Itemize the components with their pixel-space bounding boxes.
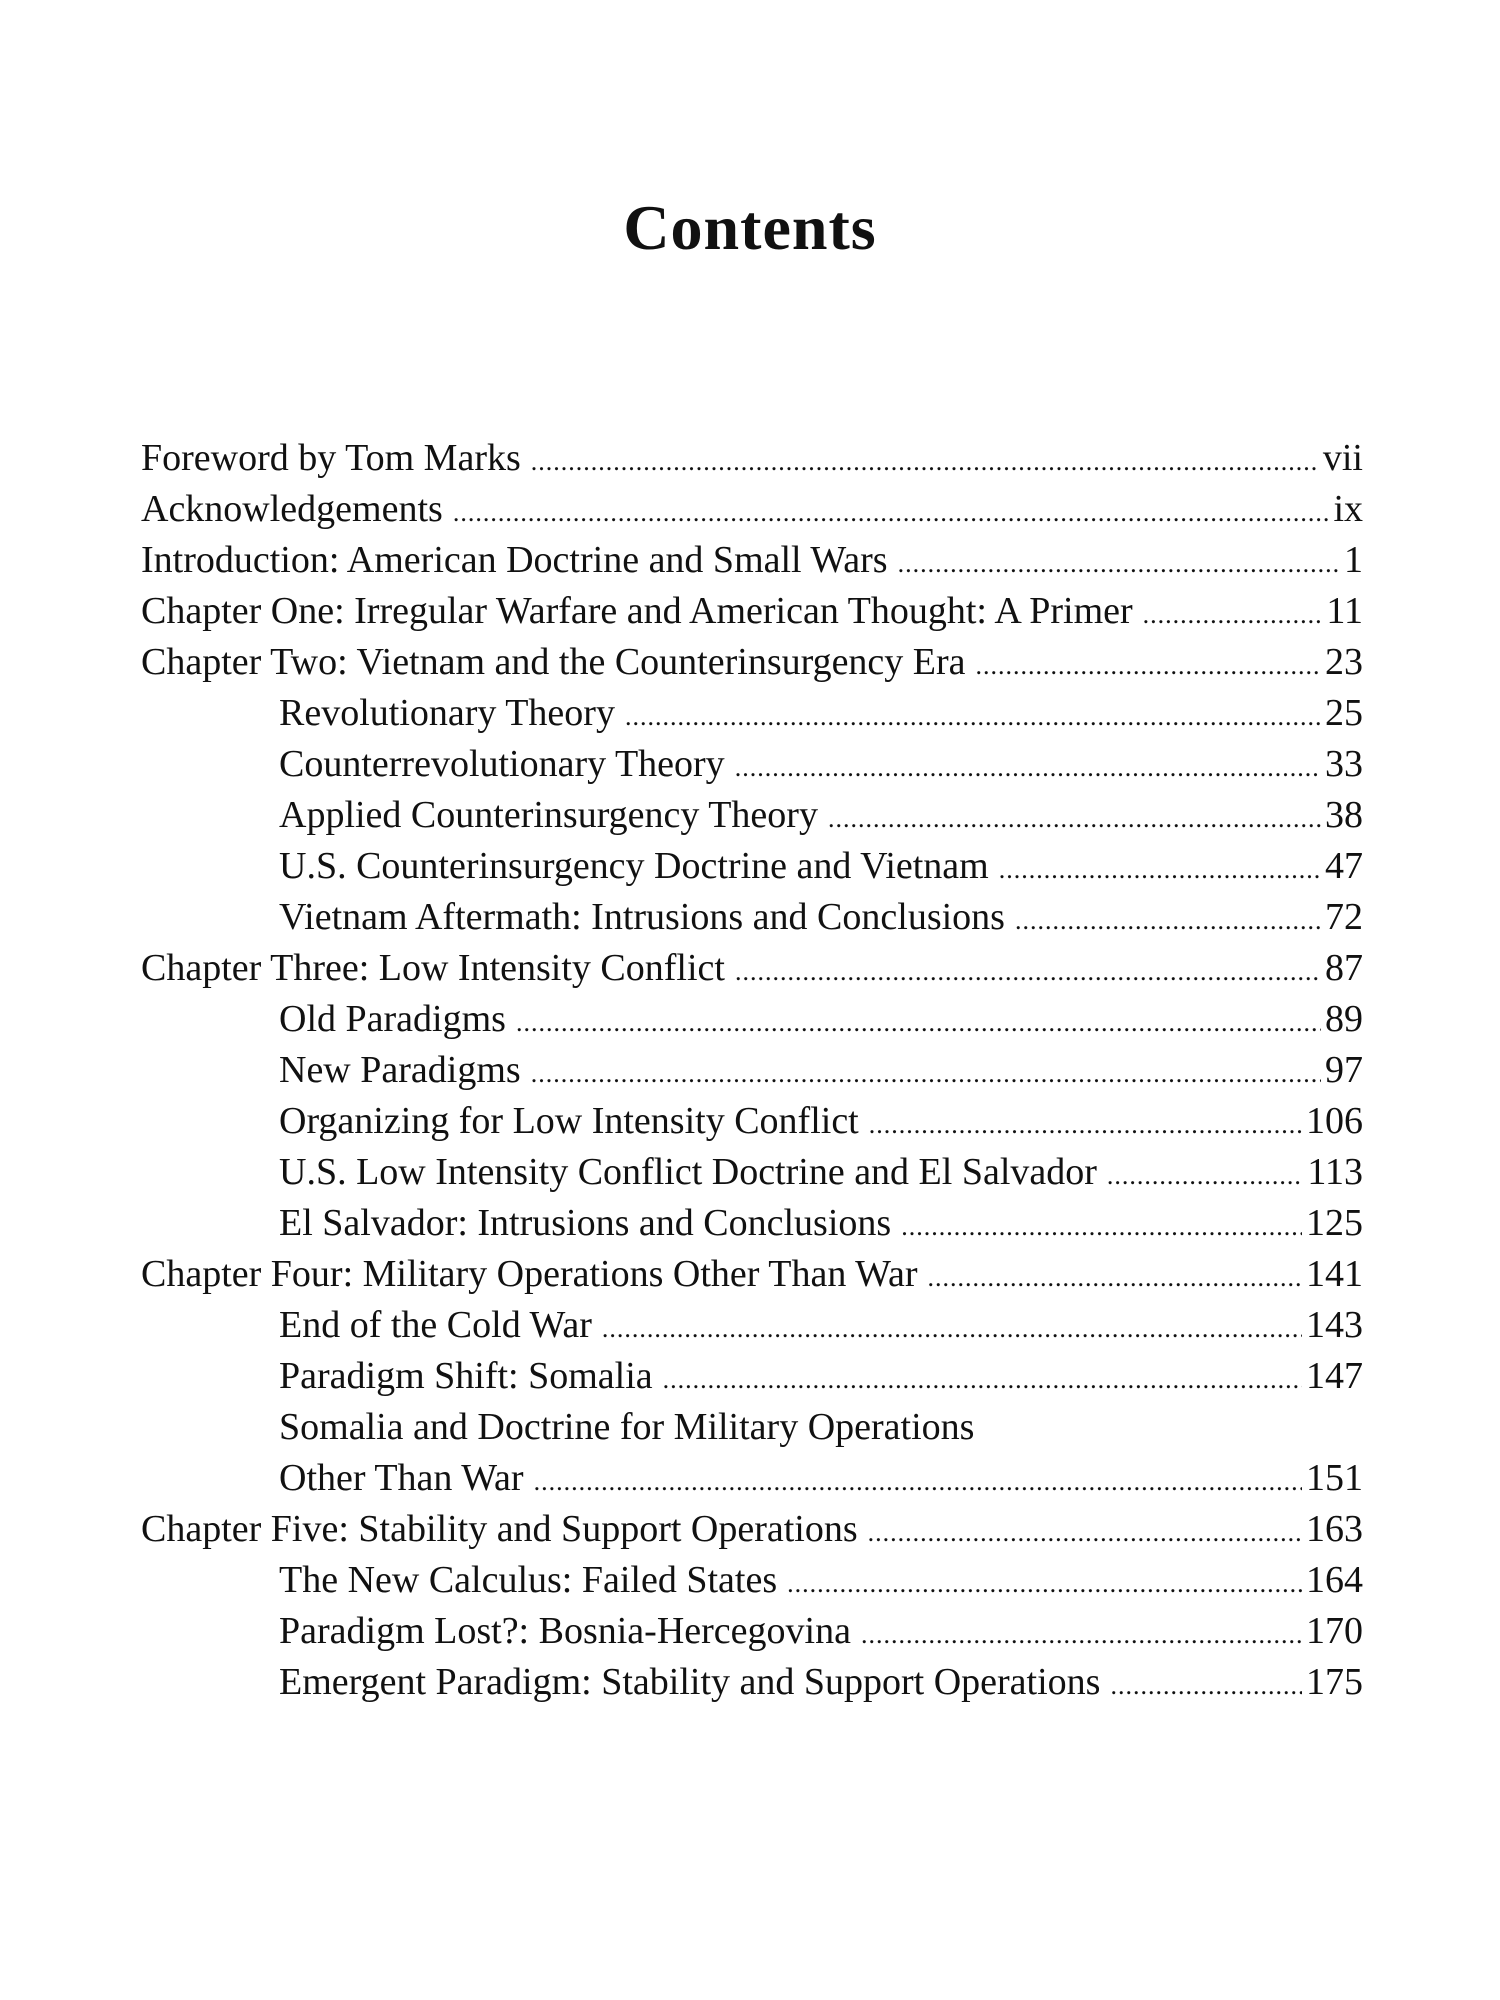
toc-entry-title: Chapter Five: Stability and Support Operations <box>141 1508 858 1550</box>
toc-entry-page: 33 <box>1325 743 1363 785</box>
toc-entry-page: 170 <box>1306 1610 1363 1652</box>
dot-leader <box>735 742 1321 790</box>
toc-subentry <box>141 739 1363 790</box>
toc-entry-page: 1 <box>1344 539 1363 581</box>
dot-leader <box>534 1456 1302 1504</box>
dot-leader <box>1107 1150 1303 1198</box>
dot-leader <box>787 1558 1302 1606</box>
toc-entry-page: 113 <box>1307 1151 1363 1193</box>
toc-subentry <box>141 1351 1363 1402</box>
toc-entry-title: The New Calculus: Failed States <box>279 1559 778 1601</box>
toc-entry-page: 125 <box>1306 1202 1363 1244</box>
toc-entry-title: Chapter One: Irregular Warfare and American Thought: A Primer <box>141 590 1133 632</box>
toc-entry-page: 38 <box>1325 794 1363 836</box>
toc-entry-title: Paradigm Shift: Somalia <box>279 1355 653 1397</box>
toc-subentry <box>141 994 1363 1045</box>
toc-entry-title: Organizing for Low Intensity Conflict <box>279 1100 859 1142</box>
dot-leader <box>602 1303 1302 1351</box>
dot-leader <box>861 1609 1302 1657</box>
toc-entry-page: 147 <box>1306 1355 1363 1397</box>
toc-entry-foreword <box>141 433 1363 484</box>
dot-leader <box>531 436 1319 484</box>
toc-entry-page: ix <box>1333 488 1363 530</box>
dot-leader <box>828 793 1321 841</box>
toc-entry-page: 164 <box>1306 1559 1363 1601</box>
toc-entry-title: Paradigm Lost?: Bosnia-Hercegovina <box>279 1610 851 1652</box>
toc-subentry-line-1 <box>141 1402 1363 1453</box>
dot-leader <box>1015 895 1321 943</box>
toc-entry-page: 143 <box>1306 1304 1363 1346</box>
toc-entry-title: Applied Counterinsurgency Theory <box>279 794 818 836</box>
toc-entry-chapter-two <box>141 637 1363 688</box>
toc-entry-title: U.S. Low Intensity Conflict Doctrine and El Salvador <box>279 1151 1097 1193</box>
toc-subentry <box>141 1198 1363 1249</box>
toc-entry-chapter-three <box>141 943 1363 994</box>
toc-entry-page: 175 <box>1306 1661 1363 1703</box>
dot-leader <box>869 1099 1302 1147</box>
page-title: Contents <box>623 192 877 263</box>
toc-entry-page: 97 <box>1325 1049 1363 1091</box>
toc-entry-chapter-five <box>141 1504 1363 1555</box>
dot-leader <box>999 844 1321 892</box>
toc-entry-title: Emergent Paradigm: Stability and Support Operations <box>279 1661 1101 1703</box>
toc-subentry <box>141 688 1363 739</box>
dot-leader <box>453 487 1330 535</box>
toc-subentry <box>141 1606 1363 1657</box>
toc-entry-title: Chapter Three: Low Intensity Conflict <box>141 947 725 989</box>
toc-subentry <box>141 1300 1363 1351</box>
toc-subentry <box>141 1147 1363 1198</box>
dot-leader <box>625 691 1321 739</box>
toc-entry-page: 23 <box>1325 641 1363 683</box>
toc-entry-title: Counterrevolutionary Theory <box>279 743 725 785</box>
toc-subentry <box>141 892 1363 943</box>
toc-entry-introduction <box>141 535 1363 586</box>
toc-entry-acknowledgements <box>141 484 1363 535</box>
toc-entry-title: El Salvador: Intrusions and Conclusions <box>279 1202 892 1244</box>
dot-leader <box>663 1354 1302 1402</box>
dot-leader <box>927 1252 1302 1300</box>
toc-entry-page: 106 <box>1306 1100 1363 1142</box>
toc-entry-page: 47 <box>1325 845 1363 887</box>
dot-leader <box>531 1048 1321 1096</box>
toc-entry-title-continued: Other Than War <box>279 1457 524 1499</box>
toc-entry-title: Old Paradigms <box>279 998 506 1040</box>
toc-subentry <box>141 1657 1363 1708</box>
dot-leader <box>1143 589 1323 637</box>
dot-leader <box>898 538 1340 586</box>
toc-entry-page: 151 <box>1306 1457 1363 1499</box>
toc-entry-title: Revolutionary Theory <box>279 692 615 734</box>
toc-entry-page: 89 <box>1325 998 1363 1040</box>
toc-entry-page: 72 <box>1325 896 1363 938</box>
dot-leader <box>868 1507 1302 1555</box>
toc-entry-page: 141 <box>1306 1253 1363 1295</box>
toc-entry-title: End of the Cold War <box>279 1304 592 1346</box>
toc-entry-page: vii <box>1322 437 1363 479</box>
toc-entry-title: Chapter Four: Military Operations Other Than War <box>141 1253 918 1295</box>
toc-entry-page: 25 <box>1325 692 1363 734</box>
toc-entry-title: Chapter Two: Vietnam and the Counterinsurgency Era <box>141 641 966 683</box>
table-of-contents <box>141 433 1363 1708</box>
toc-subentry <box>141 841 1363 892</box>
toc-entry-page: 11 <box>1326 590 1363 632</box>
toc-entry-title: New Paradigms <box>279 1049 521 1091</box>
toc-subentry <box>141 1045 1363 1096</box>
toc-entry-title: U.S. Counterinsurgency Doctrine and Vietnam <box>279 845 989 887</box>
toc-subentry-line-2 <box>141 1453 1363 1504</box>
toc-subentry <box>141 1096 1363 1147</box>
dot-leader <box>976 640 1321 688</box>
toc-entry-title: Vietnam Aftermath: Intrusions and Conclusions <box>279 896 1005 938</box>
dot-leader <box>735 946 1321 994</box>
toc-entry-title: Foreword by Tom Marks <box>141 437 521 479</box>
toc-subentry <box>141 1555 1363 1606</box>
toc-entry-page: 163 <box>1306 1508 1363 1550</box>
dot-leader <box>901 1201 1302 1249</box>
dot-leader <box>1110 1660 1302 1708</box>
toc-entry-title: Somalia and Doctrine for Military Operations <box>279 1406 975 1448</box>
dot-leader <box>516 997 1321 1045</box>
toc-entry-title: Introduction: American Doctrine and Small Wars <box>141 539 888 581</box>
toc-subentry <box>141 790 1363 841</box>
toc-entry-page: 87 <box>1325 947 1363 989</box>
toc-entry-chapter-one <box>141 586 1363 637</box>
toc-entry-chapter-four <box>141 1249 1363 1300</box>
toc-entry-title: Acknowledgements <box>141 488 443 530</box>
